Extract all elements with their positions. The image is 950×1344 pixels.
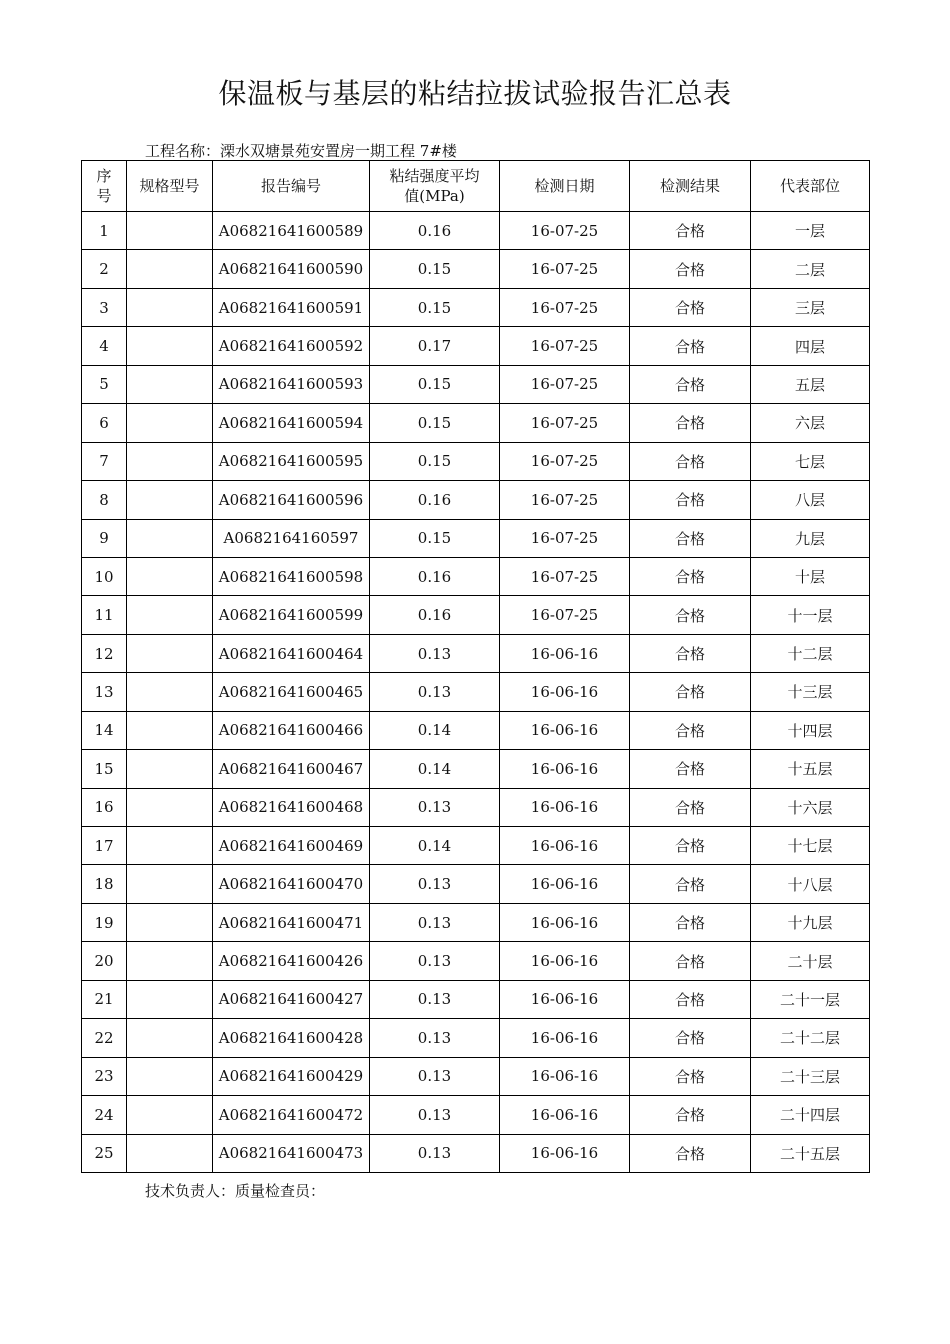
cell-result: 合格 <box>630 942 751 980</box>
cell-result: 合格 <box>630 903 751 941</box>
cell-seq: 13 <box>82 673 127 711</box>
cell-strength: 0.14 <box>370 711 500 749</box>
cell-seq: 2 <box>82 250 127 288</box>
cell-report-no: A06821641600473 <box>213 1134 370 1172</box>
cell-report-no: A0682164160597 <box>213 519 370 557</box>
cell-report-no: A06821641600591 <box>213 288 370 326</box>
cell-spec <box>127 788 213 826</box>
cell-seq: 20 <box>82 942 127 980</box>
table-row <box>82 827 870 865</box>
cell-location: 十六层 <box>751 788 870 826</box>
table-row <box>82 288 870 326</box>
table-row <box>82 634 870 672</box>
cell-location: 二十三层 <box>751 1057 870 1095</box>
cell-spec <box>127 673 213 711</box>
table-row <box>82 1134 870 1172</box>
cell-result: 合格 <box>630 711 751 749</box>
cell-spec <box>127 250 213 288</box>
cell-report-no: A06821641600471 <box>213 903 370 941</box>
cell-date: 16-06-16 <box>500 903 630 941</box>
cell-result: 合格 <box>630 1096 751 1134</box>
cell-date: 16-07-25 <box>500 557 630 595</box>
cell-date: 16-07-25 <box>500 519 630 557</box>
table-row <box>82 1096 870 1134</box>
cell-location: 二十五层 <box>751 1134 870 1172</box>
cell-strength: 0.13 <box>370 1134 500 1172</box>
cell-report-no: A06821641600470 <box>213 865 370 903</box>
cell-date: 16-06-16 <box>500 1057 630 1095</box>
cell-location: 三层 <box>751 288 870 326</box>
table-row <box>82 673 870 711</box>
cell-report-no: A06821641600468 <box>213 788 370 826</box>
project-name: 工程名称：溧水双塘景苑安置房一期工程 7#楼 <box>145 142 457 160</box>
cell-strength: 0.13 <box>370 673 500 711</box>
cell-location: 六层 <box>751 404 870 442</box>
cell-seq: 21 <box>82 980 127 1018</box>
cell-spec <box>127 1019 213 1057</box>
cell-date: 16-07-25 <box>500 481 630 519</box>
cell-strength: 0.13 <box>370 903 500 941</box>
signature-line: 技术负责人：质量检查员： <box>145 1182 326 1200</box>
cell-spec <box>127 980 213 1018</box>
table-row <box>82 442 870 480</box>
cell-seq: 19 <box>82 903 127 941</box>
page-title: 保温板与基层的粘结拉拔试验报告汇总表 <box>218 77 732 110</box>
cell-date: 16-06-16 <box>500 865 630 903</box>
table-row <box>82 481 870 519</box>
table-row <box>82 903 870 941</box>
cell-seq: 5 <box>82 365 127 403</box>
cell-spec <box>127 711 213 749</box>
cell-report-no: A06821641600594 <box>213 404 370 442</box>
cell-result: 合格 <box>630 481 751 519</box>
table-row <box>82 519 870 557</box>
table-row <box>82 1019 870 1057</box>
header-seq-line2: 号 <box>96 187 112 205</box>
table-row <box>82 1057 870 1095</box>
cell-report-no: A06821641600595 <box>213 442 370 480</box>
cell-strength: 0.16 <box>370 212 500 250</box>
cell-report-no: A06821641600592 <box>213 327 370 365</box>
table-row <box>82 750 870 788</box>
cell-spec <box>127 557 213 595</box>
cell-seq: 9 <box>82 519 127 557</box>
header-spec: 规格型号 <box>127 161 213 212</box>
cell-result: 合格 <box>630 404 751 442</box>
table-row <box>82 250 870 288</box>
table-row <box>82 557 870 595</box>
cell-result: 合格 <box>630 673 751 711</box>
cell-spec <box>127 827 213 865</box>
cell-spec <box>127 404 213 442</box>
cell-location: 十二层 <box>751 634 870 672</box>
cell-spec <box>127 942 213 980</box>
cell-report-no: A06821641600589 <box>213 212 370 250</box>
cell-strength: 0.16 <box>370 596 500 634</box>
header-date: 检测日期 <box>500 161 630 212</box>
cell-date: 16-07-25 <box>500 596 630 634</box>
cell-strength: 0.14 <box>370 750 500 788</box>
cell-seq: 1 <box>82 212 127 250</box>
cell-strength: 0.16 <box>370 481 500 519</box>
cell-strength: 0.15 <box>370 250 500 288</box>
cell-location: 二层 <box>751 250 870 288</box>
cell-location: 一层 <box>751 212 870 250</box>
header-seq <box>82 161 127 212</box>
header-location: 代表部位 <box>751 161 870 212</box>
cell-strength: 0.13 <box>370 1019 500 1057</box>
cell-date: 16-07-25 <box>500 442 630 480</box>
cell-spec <box>127 519 213 557</box>
cell-spec <box>127 481 213 519</box>
cell-result: 合格 <box>630 980 751 1018</box>
cell-strength: 0.15 <box>370 442 500 480</box>
cell-spec <box>127 365 213 403</box>
cell-location: 四层 <box>751 327 870 365</box>
cell-spec <box>127 634 213 672</box>
cell-report-no: A06821641600427 <box>213 980 370 1018</box>
cell-result: 合格 <box>630 1019 751 1057</box>
cell-date: 16-06-16 <box>500 942 630 980</box>
cell-location: 二十一层 <box>751 980 870 1018</box>
cell-location: 七层 <box>751 442 870 480</box>
cell-spec <box>127 1134 213 1172</box>
cell-strength: 0.14 <box>370 827 500 865</box>
cell-date: 16-07-25 <box>500 365 630 403</box>
cell-seq: 6 <box>82 404 127 442</box>
cell-seq: 15 <box>82 750 127 788</box>
header-report-no: 报告编号 <box>213 161 370 212</box>
cell-date: 16-06-16 <box>500 827 630 865</box>
cell-strength: 0.13 <box>370 788 500 826</box>
cell-result: 合格 <box>630 327 751 365</box>
table-row <box>82 212 870 250</box>
cell-report-no: A06821641600466 <box>213 711 370 749</box>
table-header-row <box>82 161 870 212</box>
cell-date: 16-06-16 <box>500 711 630 749</box>
header-seq-line1: 序 <box>96 167 112 185</box>
cell-strength: 0.13 <box>370 980 500 1018</box>
cell-date: 16-06-16 <box>500 634 630 672</box>
cell-result: 合格 <box>630 442 751 480</box>
cell-spec <box>127 327 213 365</box>
cell-report-no: A06821641600429 <box>213 1057 370 1095</box>
cell-location: 十五层 <box>751 750 870 788</box>
cell-strength: 0.13 <box>370 942 500 980</box>
cell-result: 合格 <box>630 827 751 865</box>
cell-location: 十一层 <box>751 596 870 634</box>
cell-location: 十层 <box>751 557 870 595</box>
cell-location: 十七层 <box>751 827 870 865</box>
cell-result: 合格 <box>630 557 751 595</box>
cell-date: 16-07-25 <box>500 404 630 442</box>
cell-date: 16-06-16 <box>500 750 630 788</box>
cell-location: 二十二层 <box>751 1019 870 1057</box>
cell-date: 16-07-25 <box>500 212 630 250</box>
table-row <box>82 980 870 1018</box>
cell-seq: 24 <box>82 1096 127 1134</box>
cell-seq: 18 <box>82 865 127 903</box>
cell-report-no: A06821641600467 <box>213 750 370 788</box>
cell-report-no: A06821641600593 <box>213 365 370 403</box>
cell-location: 二十四层 <box>751 1096 870 1134</box>
cell-report-no: A06821641600590 <box>213 250 370 288</box>
cell-report-no: A06821641600464 <box>213 634 370 672</box>
cell-result: 合格 <box>630 519 751 557</box>
cell-spec <box>127 865 213 903</box>
cell-date: 16-06-16 <box>500 788 630 826</box>
cell-date: 16-06-16 <box>500 1134 630 1172</box>
cell-date: 16-07-25 <box>500 288 630 326</box>
table-row <box>82 711 870 749</box>
cell-strength: 0.17 <box>370 327 500 365</box>
cell-location: 十八层 <box>751 865 870 903</box>
cell-seq: 12 <box>82 634 127 672</box>
cell-seq: 8 <box>82 481 127 519</box>
cell-location: 九层 <box>751 519 870 557</box>
cell-strength: 0.15 <box>370 365 500 403</box>
cell-location: 十四层 <box>751 711 870 749</box>
cell-spec <box>127 903 213 941</box>
cell-seq: 17 <box>82 827 127 865</box>
cell-seq: 7 <box>82 442 127 480</box>
table-row <box>82 865 870 903</box>
cell-report-no: A06821641600596 <box>213 481 370 519</box>
table-row <box>82 596 870 634</box>
header-strength-line2: 值(MPa) <box>404 187 465 205</box>
cell-spec <box>127 596 213 634</box>
header-result: 检测结果 <box>630 161 751 212</box>
cell-strength: 0.13 <box>370 865 500 903</box>
cell-result: 合格 <box>630 788 751 826</box>
cell-result: 合格 <box>630 1057 751 1095</box>
cell-strength: 0.13 <box>370 1096 500 1134</box>
cell-spec <box>127 1096 213 1134</box>
table-row <box>82 365 870 403</box>
cell-report-no: A06821641600426 <box>213 942 370 980</box>
cell-result: 合格 <box>630 212 751 250</box>
table-row <box>82 327 870 365</box>
table-row <box>82 788 870 826</box>
cell-spec <box>127 750 213 788</box>
header-strength <box>370 161 500 212</box>
cell-date: 16-07-25 <box>500 250 630 288</box>
cell-seq: 14 <box>82 711 127 749</box>
cell-strength: 0.15 <box>370 519 500 557</box>
cell-strength: 0.13 <box>370 1057 500 1095</box>
cell-date: 16-06-16 <box>500 1096 630 1134</box>
cell-report-no: A06821641600469 <box>213 827 370 865</box>
table-row <box>82 942 870 980</box>
cell-result: 合格 <box>630 596 751 634</box>
cell-seq: 16 <box>82 788 127 826</box>
cell-date: 16-06-16 <box>500 1019 630 1057</box>
cell-location: 十九层 <box>751 903 870 941</box>
cell-seq: 23 <box>82 1057 127 1095</box>
cell-spec <box>127 212 213 250</box>
cell-seq: 25 <box>82 1134 127 1172</box>
cell-date: 16-06-16 <box>500 673 630 711</box>
cell-location: 八层 <box>751 481 870 519</box>
cell-report-no: A06821641600599 <box>213 596 370 634</box>
report-summary-table <box>81 160 870 1173</box>
header-strength-line1: 粘结强度平均 <box>389 167 480 185</box>
cell-spec <box>127 442 213 480</box>
cell-spec <box>127 1057 213 1095</box>
cell-report-no: A06821641600472 <box>213 1096 370 1134</box>
cell-result: 合格 <box>630 750 751 788</box>
cell-date: 16-07-25 <box>500 327 630 365</box>
cell-strength: 0.16 <box>370 557 500 595</box>
cell-seq: 10 <box>82 557 127 595</box>
cell-seq: 4 <box>82 327 127 365</box>
cell-result: 合格 <box>630 1134 751 1172</box>
cell-report-no: A06821641600428 <box>213 1019 370 1057</box>
table-row <box>82 404 870 442</box>
cell-strength: 0.13 <box>370 634 500 672</box>
cell-date: 16-06-16 <box>500 980 630 1018</box>
cell-report-no: A06821641600465 <box>213 673 370 711</box>
cell-strength: 0.15 <box>370 288 500 326</box>
cell-location: 十三层 <box>751 673 870 711</box>
cell-spec <box>127 288 213 326</box>
cell-report-no: A06821641600598 <box>213 557 370 595</box>
cell-result: 合格 <box>630 250 751 288</box>
cell-seq: 11 <box>82 596 127 634</box>
cell-seq: 3 <box>82 288 127 326</box>
cell-strength: 0.15 <box>370 404 500 442</box>
cell-location: 五层 <box>751 365 870 403</box>
cell-result: 合格 <box>630 288 751 326</box>
cell-result: 合格 <box>630 365 751 403</box>
cell-result: 合格 <box>630 865 751 903</box>
cell-result: 合格 <box>630 634 751 672</box>
cell-seq: 22 <box>82 1019 127 1057</box>
cell-location: 二十层 <box>751 942 870 980</box>
